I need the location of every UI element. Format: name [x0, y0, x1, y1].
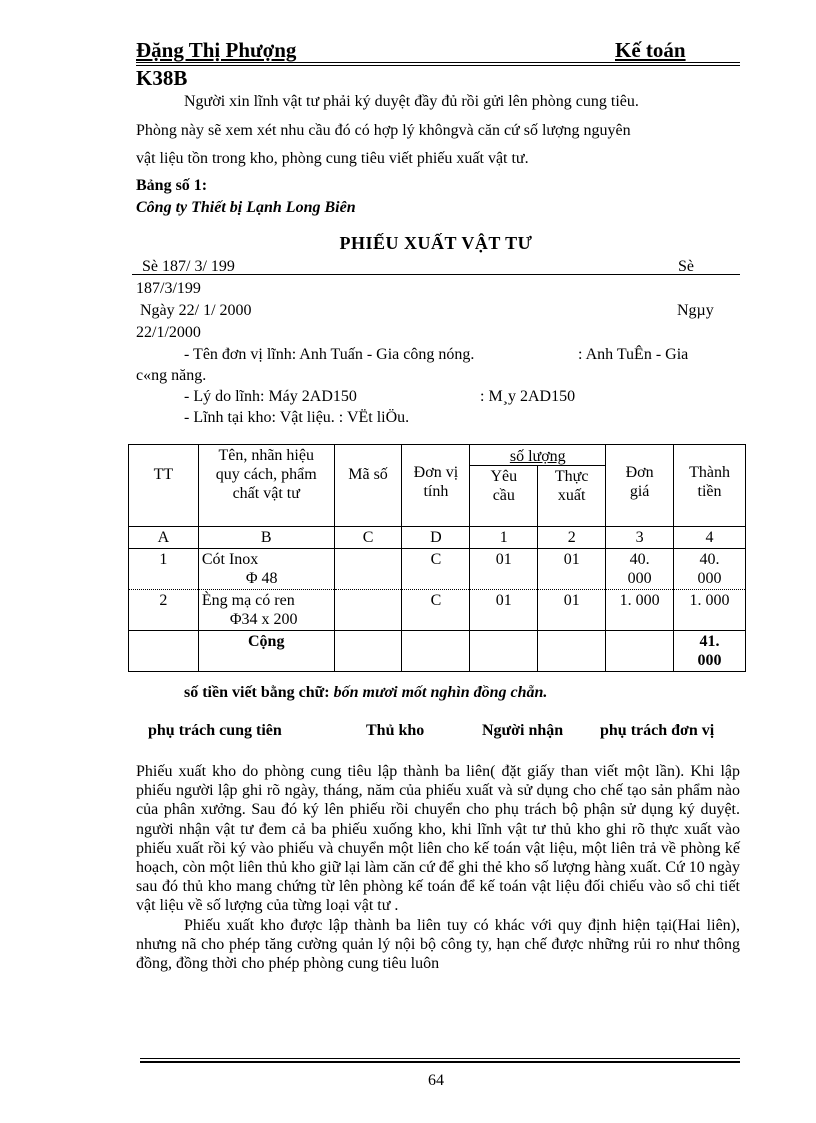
- code-4: 4: [705, 529, 714, 546]
- col-don-vi-2: tính: [423, 483, 449, 500]
- don-vi-right: : Anh TuÊn - Gia: [578, 346, 689, 363]
- amount-words-value: bốn mươi mốt nghìn đồng chẵn.: [333, 684, 548, 701]
- signature-storekeeper: Thủ kho: [366, 722, 425, 739]
- row1-ten-1: Cót Inox: [201, 551, 259, 568]
- body-paragraph-1: Phiếu xuất kho do phòng cung tiêu lập thành ba liên( đặt giấy than viết một lần). Khi lập phiếu người lập ghi rõ ngày, tháng, năm của phiếu xuất và sử dụng cho chế tạo sản phẩm nào của phân xưởng. Sau đó ký lên phiếu rồi chuyển cho phụ trách bộ phận sử dụng ký duyệt. người nhận vật tư đem cả ba phiếu xuống kho, khi lĩnh vật tư thủ kho ghi rõ thực xuất vào phiếu xuất rồi ký vào phiếu và chuyển một liên cho kế toán vật liệu, một liên trả về phòng kế hoạch, còn một liên thủ kho giữ lại làm căn cứ để ghi thẻ kho số lượng hàng xuất. Cứ 10 ngày sau đó thủ kho mang chứng từ lên phòng kế toán để kế toán vật liệu đối chiếu vào sổ chi tiết vật liệu về số lượng của từng loại vật tư .: [136, 763, 740, 915]
- col-ten-2: quy cách, phẩm: [215, 466, 317, 483]
- table-row: [129, 590, 746, 631]
- table-row: [129, 549, 746, 590]
- table-total-row: [129, 631, 746, 672]
- row2-don-vi: C: [430, 592, 442, 609]
- ngay-value: 22/1/2000: [136, 324, 201, 341]
- amount-words-label: số tiền viết bằng chữ:: [184, 684, 330, 701]
- row1-thuc-xuat: 01: [563, 551, 580, 568]
- ngay-right: Ngµy: [677, 302, 714, 319]
- so-right: Sè: [678, 258, 694, 275]
- body-text: [136, 762, 740, 973]
- department-label: Kế toán: [615, 38, 686, 62]
- table-caption: Bảng số 1:: [136, 177, 208, 194]
- row1-don-gia-2: 000: [627, 570, 652, 587]
- row1-yeu-cau: 01: [495, 551, 512, 568]
- kho-line: - Lĩnh tại kho: Vật liệu. : VËt liÖu.: [184, 409, 410, 426]
- signature-purchasing: phụ trách cung tiên: [148, 722, 282, 739]
- ngay-left: Ngày 22/ 1/ 2000: [140, 302, 252, 319]
- total-value-1: 41.: [699, 633, 720, 650]
- row2-ten-1: Èng mạ có ren: [201, 592, 295, 609]
- class-label: K38B: [136, 66, 188, 90]
- ly-do-left: - Lý do lĩnh: Máy 2AD150: [184, 388, 357, 405]
- total-label: Cộng: [248, 633, 285, 650]
- col-yeu-cau-2: cầu: [492, 487, 515, 504]
- intro-line-1: Người xin lĩnh vật tư phải ký duyệt đầy đủ rồi gửi lên phòng cung tiêu.: [184, 93, 639, 110]
- table-header-row: [129, 445, 746, 466]
- col-tt: TT: [153, 466, 174, 483]
- doc-title: PHIẾU XUẤT VẬT TƯ: [339, 233, 533, 253]
- row2-yeu-cau: 01: [495, 592, 512, 609]
- author-name: Đặng Thị Phượng: [136, 38, 297, 62]
- signature-unit-head: phụ trách đơn vị: [600, 722, 715, 739]
- col-yeu-cau-1: Yêu: [490, 468, 518, 485]
- code-1: 1: [499, 529, 508, 546]
- so-value: 187/3/199: [136, 280, 201, 297]
- row1-don-gia-1: 40.: [629, 551, 650, 568]
- row2-thanh-tien: 1. 000: [689, 592, 730, 609]
- company-name: Công ty Thiết bị Lạnh Long Biên: [136, 199, 356, 216]
- col-thanh-tien-2: tiền: [697, 483, 722, 500]
- so-left: Sè 187/ 3/ 199: [142, 258, 235, 275]
- row1-thanh-tien-1: 40.: [699, 551, 720, 568]
- col-thanh-tien-1: Thành: [689, 464, 730, 481]
- col-thuc-xuat-1: Thực: [554, 468, 589, 485]
- signature-receiver: Người nhận: [482, 722, 564, 739]
- col-don-gia-1: Đơn: [625, 464, 654, 481]
- footer-rule-2: [140, 1061, 740, 1063]
- total-value-2: 000: [697, 652, 722, 669]
- intro-line-3: vật liệu tồn trong kho, phòng cung tiêu viết phiếu xuất vật tư.: [136, 150, 529, 167]
- row1-thanh-tien-2: 000: [697, 570, 722, 587]
- row2-ma-so: [334, 590, 402, 631]
- code-d: D: [430, 529, 442, 546]
- col-so-luong: số lượng: [509, 448, 566, 465]
- voucher-table: [128, 444, 746, 672]
- don-vi-left: - Tên đơn vị lĩnh: Anh Tuấn - Gia công nóng.: [184, 346, 475, 363]
- row1-ten-2: Φ 48: [245, 570, 278, 587]
- header-rule: [136, 62, 740, 63]
- col-ten-3: chất vật tư: [232, 485, 300, 502]
- col-thuc-xuat-2: xuất: [557, 487, 586, 504]
- col-don-gia-2: giá: [629, 483, 650, 500]
- col-ten-1: Tên, nhãn hiệu: [218, 447, 314, 464]
- code-3: 3: [635, 529, 644, 546]
- code-b: B: [260, 529, 272, 546]
- row2-ten-2: Φ34 x 200: [229, 611, 298, 628]
- col-ma-so: Mã số: [348, 466, 388, 483]
- amount-words-line: [184, 684, 547, 702]
- row1-tt: 1: [159, 551, 168, 568]
- row2-don-gia: 1. 000: [619, 592, 660, 609]
- intro-line-2: Phòng này sẽ xem xét nhu cầu đó có hợp lý khôngvà căn cứ số lượng nguyên: [136, 122, 631, 139]
- code-c: C: [362, 529, 374, 546]
- ly-do-right: : M¸y 2AD150: [480, 388, 576, 405]
- row1-don-vi: C: [430, 551, 442, 568]
- page-number: 64: [428, 1072, 444, 1089]
- header-rule-2: [136, 65, 740, 66]
- don-vi-cont: c«ng năng.: [136, 367, 207, 384]
- row2-thuc-xuat: 01: [563, 592, 580, 609]
- so-underline: [132, 274, 740, 275]
- table-code-row: [129, 527, 746, 549]
- code-a: A: [157, 529, 170, 546]
- row2-tt: 2: [159, 592, 168, 609]
- footer-rule: [140, 1058, 740, 1059]
- code-2: 2: [567, 529, 576, 546]
- body-paragraph-2: Phiếu xuất kho được lập thành ba liên tuy có khác với quy định hiện tại(Hai liên), nhưng nã cho phép tăng cường quản lý nội bộ công ty, hạn chế được những rủi ro như thông đồng, đồng thời cho phép phòng cung tiêu luôn: [136, 916, 740, 973]
- row1-ma-so: [334, 549, 402, 590]
- col-don-vi-1: Đơn vị: [413, 464, 459, 481]
